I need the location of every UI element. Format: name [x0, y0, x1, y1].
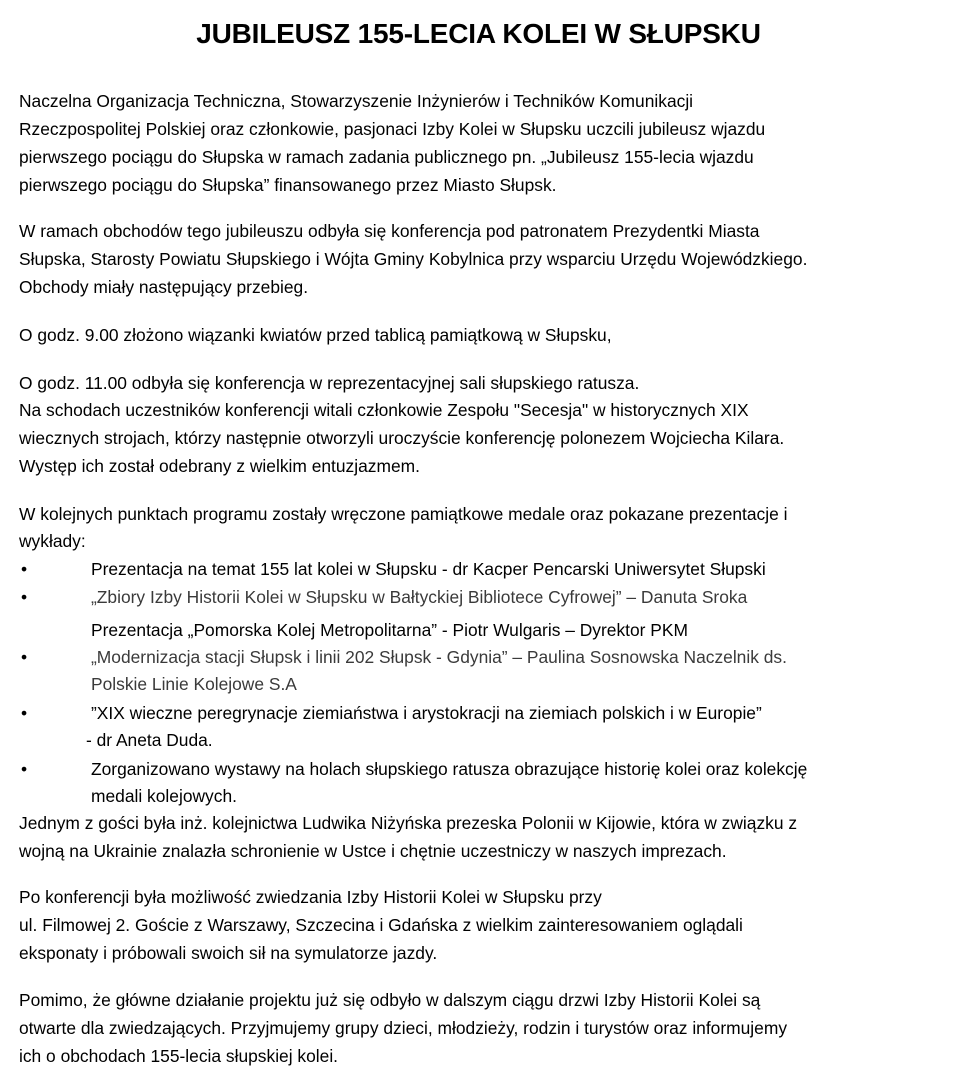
bullet-marker: •	[21, 647, 28, 667]
paragraph-2-line-2: Słupska, Starosty Powiatu Słupskiego i Wójta Gminy Kobylnica przy wsparciu Urzędu Wojewódzkiego.	[19, 249, 808, 269]
list-item-continuation: Polskie Linie Kolejowe S.A	[91, 674, 297, 694]
paragraph-1-line-4: pierwszego pociągu do Słupska” finansowanego przez Miasto Słupsk.	[19, 175, 557, 195]
list-item: ”XIX wieczne peregrynacje ziemiaństwa i arystokracji na ziemiach polskich i w Europie”	[91, 703, 762, 723]
list-item: Zorganizowano wystawy na holach słupskiego ratusza obrazujące historię kolei oraz kolekcję	[91, 759, 808, 779]
bullet-marker: •	[21, 759, 28, 779]
paragraph-4-line-4: Występ ich został odebrany z wielkim entuzjazmem.	[19, 456, 420, 476]
paragraph-8-line-2: otwarte dla zwiedzających. Przyjmujemy grupy dzieci, młodzieży, rodzin i turystów oraz informujemy	[19, 1018, 788, 1038]
paragraph-8-line-3: ich o obchodach 155-lecia słupskiej kolei.	[19, 1046, 339, 1066]
paragraph-7-line-1: Po konferencji była możliwość zwiedzania Izby Historii Kolei w Słupsku przy	[19, 887, 602, 907]
list-item: „Zbiory Izby Historii Kolei w Słupsku w Bałtyckiej Bibliotece Cyfrowej” – Danuta Sroka	[91, 587, 748, 607]
paragraph-7-line-3: eksponaty i próbowali swoich sił na symulatorze jazdy.	[19, 943, 438, 963]
list-item-continuation: - dr Aneta Duda.	[86, 730, 213, 750]
bullet-marker: •	[21, 587, 28, 607]
bullet-marker: •	[21, 559, 28, 579]
paragraph-3: O godz. 9.00 złożono wiązanki kwiatów przed tablicą pamiątkową w Słupsku,	[19, 325, 612, 345]
paragraph-2-line-1: W ramach obchodów tego jubileuszu odbyła się konferencja pod patronatem Prezydentki Miasta	[19, 221, 760, 241]
paragraph-5-line-1: W kolejnych punktach programu zostały wręczone pamiątkowe medale oraz pokazane prezentacje i	[19, 504, 788, 524]
paragraph-1-line-2: Rzeczpospolitej Polskiej oraz członkowie, pasjonaci Izby Kolei w Słupsku uczcili jubileusz wjazdu	[19, 119, 766, 139]
list-item-continuation: medali kolejowych.	[91, 786, 237, 806]
paragraph-4-line-1: O godz. 11.00 odbyła się konferencja w reprezentacyjnej sali słupskiego ratusza.	[19, 373, 640, 393]
paragraph-7-line-2: ul. Filmowej 2. Goście z Warszawy, Szczecina i Gdańska z wielkim zainteresowaniem oglądali	[19, 915, 743, 935]
paragraph-2-line-3: Obchody miały następujący przebieg.	[19, 277, 309, 297]
paragraph-1-line-1: Naczelna Organizacja Techniczna, Stowarzyszenie Inżynierów i Techników Komunikacji	[19, 91, 694, 111]
list-item: „Modernizacja stacji Słupsk i linii 202 Słupsk - Gdynia” – Paulina Sosnowska Naczelnik ds.	[91, 647, 787, 667]
bullet-marker: •	[21, 703, 28, 723]
paragraph-4-line-3: wiecznych strojach, którzy następnie otworzyli uroczyście konferencję polonezem Wojciecha Kilara.	[19, 428, 785, 448]
paragraph-4-line-2: Na schodach uczestników konferencji witali członkowie Zespołu "Secesja" w historycznych XIX	[19, 400, 749, 420]
paragraph-8-line-1: Pomimo, że główne działanie projektu już się odbyło w dalszym ciągu drzwi Izby Historii Kolei są	[19, 990, 761, 1010]
paragraph-6-line-2: wojną na Ukrainie znalazła schronienie w Ustce i chętnie uczestniczy w naszych imprezach.	[19, 841, 727, 861]
list-item: Prezentacja „Pomorska Kolej Metropolitarna” - Piotr Wulgaris – Dyrektor PKM	[91, 620, 688, 640]
paragraph-5-line-2: wykłady:	[19, 531, 86, 551]
paragraph-6-line-1: Jednym z gości była inż. kolejnictwa Ludwika Niżyńska prezeska Polonii w Kijowie, która w związku z	[19, 813, 798, 833]
list-item: Prezentacja na temat 155 lat kolei w Słupsku - dr Kacper Pencarski Uniwersytet Słupski	[91, 559, 766, 579]
document-title: JUBILEUSZ 155-LECIA KOLEI W SŁUPSKU	[196, 18, 761, 49]
paragraph-1-line-3: pierwszego pociągu do Słupska w ramach zadania publicznego pn. „Jubileusz 155-lecia wjazdu	[19, 147, 754, 167]
